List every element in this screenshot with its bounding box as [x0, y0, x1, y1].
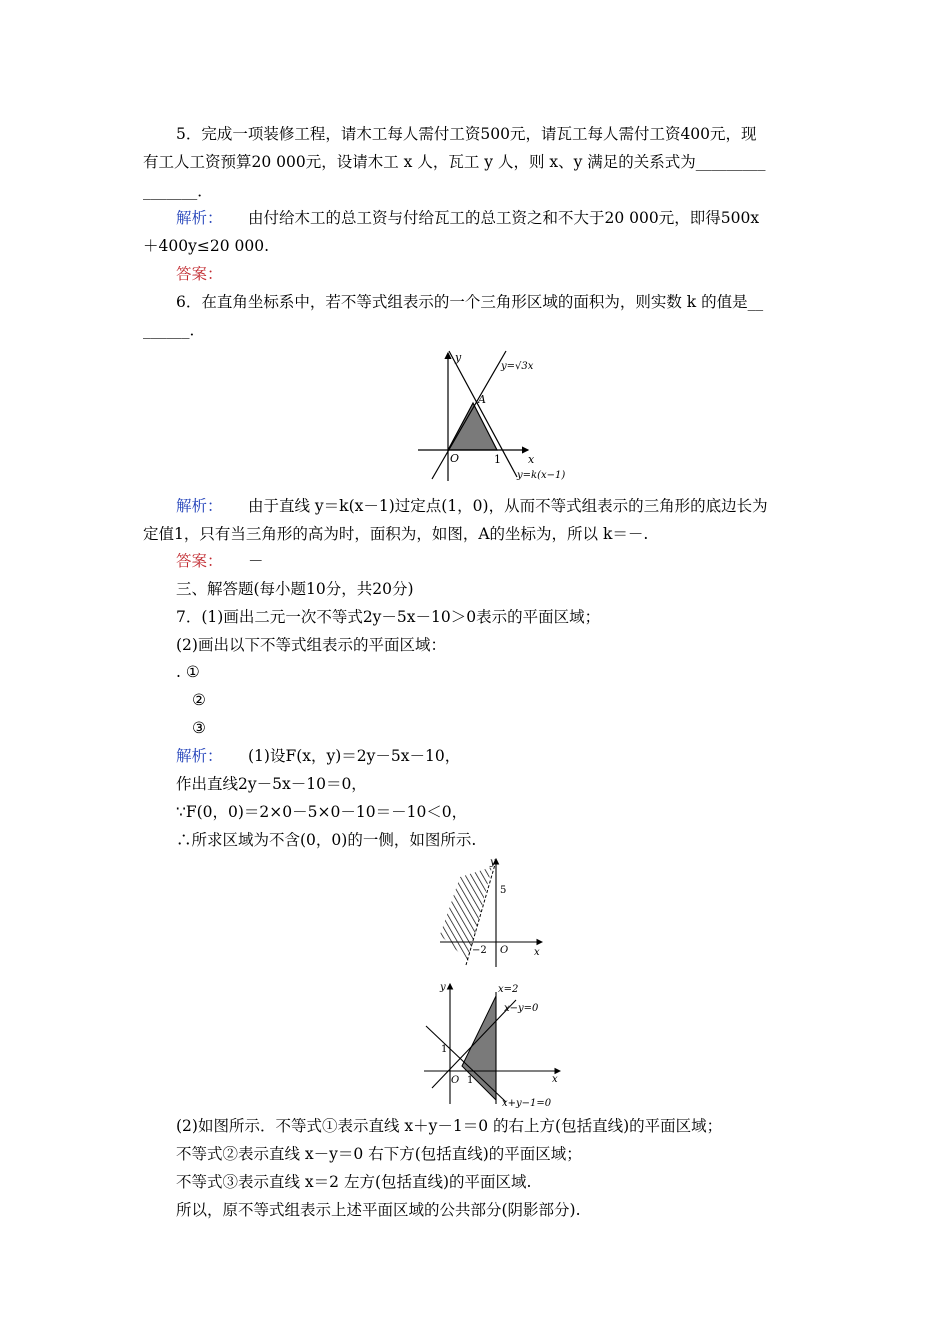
fig3-one-y-label: 1	[441, 1044, 448, 1055]
fig3-y-label: y	[440, 982, 446, 993]
sol7b-line1: (2)如图所示．不等式①表示直线 x＋y－1＝0 的右上方(包括直线)的平面区域；	[176, 1117, 723, 1135]
q7-case3: ③	[192, 719, 206, 737]
fig1-one-label: 1	[494, 453, 501, 466]
sol7b-line4: 所以，原不等式组表示上述平面区域的公共部分(阴影部分).	[176, 1201, 581, 1219]
fig3-one-x-label: 1	[467, 1075, 474, 1086]
sol7b-line3: 不等式③表示直线 x＝2 左方(包括直线)的平面区域.	[176, 1173, 532, 1191]
figure-halfplane	[430, 855, 550, 975]
fig3-x2-label: x=2	[498, 984, 519, 995]
figure-system	[420, 978, 570, 1108]
fig3-O-label: O	[451, 1075, 460, 1086]
q5-line2: 有工人工资预算20 000元，设请木工 x 人，瓦工 y 人，则 x、y 满足的关系式为_________	[143, 153, 766, 171]
q7-case2: ②	[192, 691, 206, 709]
fig3-x-label: x	[552, 1074, 558, 1085]
sol6-label: 解析：	[176, 497, 223, 515]
sol7-line3: ∵F(0，0)＝2×0－5×0－10＝－10＜0，	[176, 803, 468, 821]
fig2-neg2-label: −2	[472, 945, 487, 956]
sol7-line2: 作出直线2y－5x－10＝0，	[176, 775, 367, 793]
fig1-O-label: O	[450, 452, 460, 465]
ans5-label: 答案：	[176, 265, 223, 283]
q7-case1: . ①	[176, 663, 200, 681]
section3-title: 三、解答题(每小题10分，共20分)	[176, 580, 414, 598]
sol7-line4: ∴所求区域为不含(0，0)的一侧，如图所示.	[176, 831, 477, 849]
sol7b-line2: 不等式②表示直线 x－y＝0 右下方(包括直线)的平面区域；	[176, 1145, 582, 1163]
fig1-line-b-label: y=k(x−1)	[517, 470, 566, 481]
sol5-label: 解析：	[176, 209, 223, 227]
q7-line1: 7．(1)画出二元一次不等式2y－5x－10＞0表示的平面区域；	[176, 608, 601, 626]
fig1-x-label: x	[528, 453, 535, 466]
fig3-xmy-label: x−y=0	[504, 1003, 539, 1014]
fig1-y-label: y	[455, 351, 462, 364]
sol5-text2: ＋400y≤20 000.	[143, 237, 269, 255]
fig2-O-label: O	[500, 945, 509, 956]
ans6-text: －	[248, 552, 264, 570]
fig3-xpy-label: x+y−1=0	[502, 1098, 552, 1108]
q5-line3: _______．	[143, 182, 213, 200]
q6-line1: 6．在直角坐标系中，若不等式组表示的一个三角形区域的面积为，则实数 k 的值是__	[176, 293, 764, 311]
fig1-line-a-label: y=√3x	[501, 361, 534, 372]
q5-line1: 5．完成一项装修工程，请木工每人需付工资500元，请瓦工每人需付工资400元，现	[176, 125, 757, 143]
q7-line2: (2)画出以下不等式组表示的平面区域：	[176, 636, 446, 654]
sol6-text2: 定值1，只有当三角形的高为时，面积为，如图，A的坐标为，所以 k＝－.	[143, 525, 649, 543]
sol6-text1: 由于直线 y＝k(x－1)过定点(1，0)，从而不等式组表示的三角形的底边长为	[248, 497, 768, 515]
figure-triangle	[410, 345, 580, 485]
sol7-label: 解析：	[176, 747, 223, 765]
fig2-x-label: x	[534, 947, 540, 958]
q6-line2: ______．	[143, 321, 206, 339]
fig2-five-label: 5	[500, 885, 507, 896]
sol7-line1: (1)设F(x，y)＝2y－5x－10，	[248, 747, 461, 765]
fig2-y-label: y	[490, 857, 496, 868]
sol5-text1: 由付给木工的总工资与付给瓦工的总工资之和不大于20 000元，即得500x	[248, 209, 760, 227]
fig1-A-label: A	[478, 393, 486, 406]
ans6-label: 答案：	[176, 552, 223, 570]
